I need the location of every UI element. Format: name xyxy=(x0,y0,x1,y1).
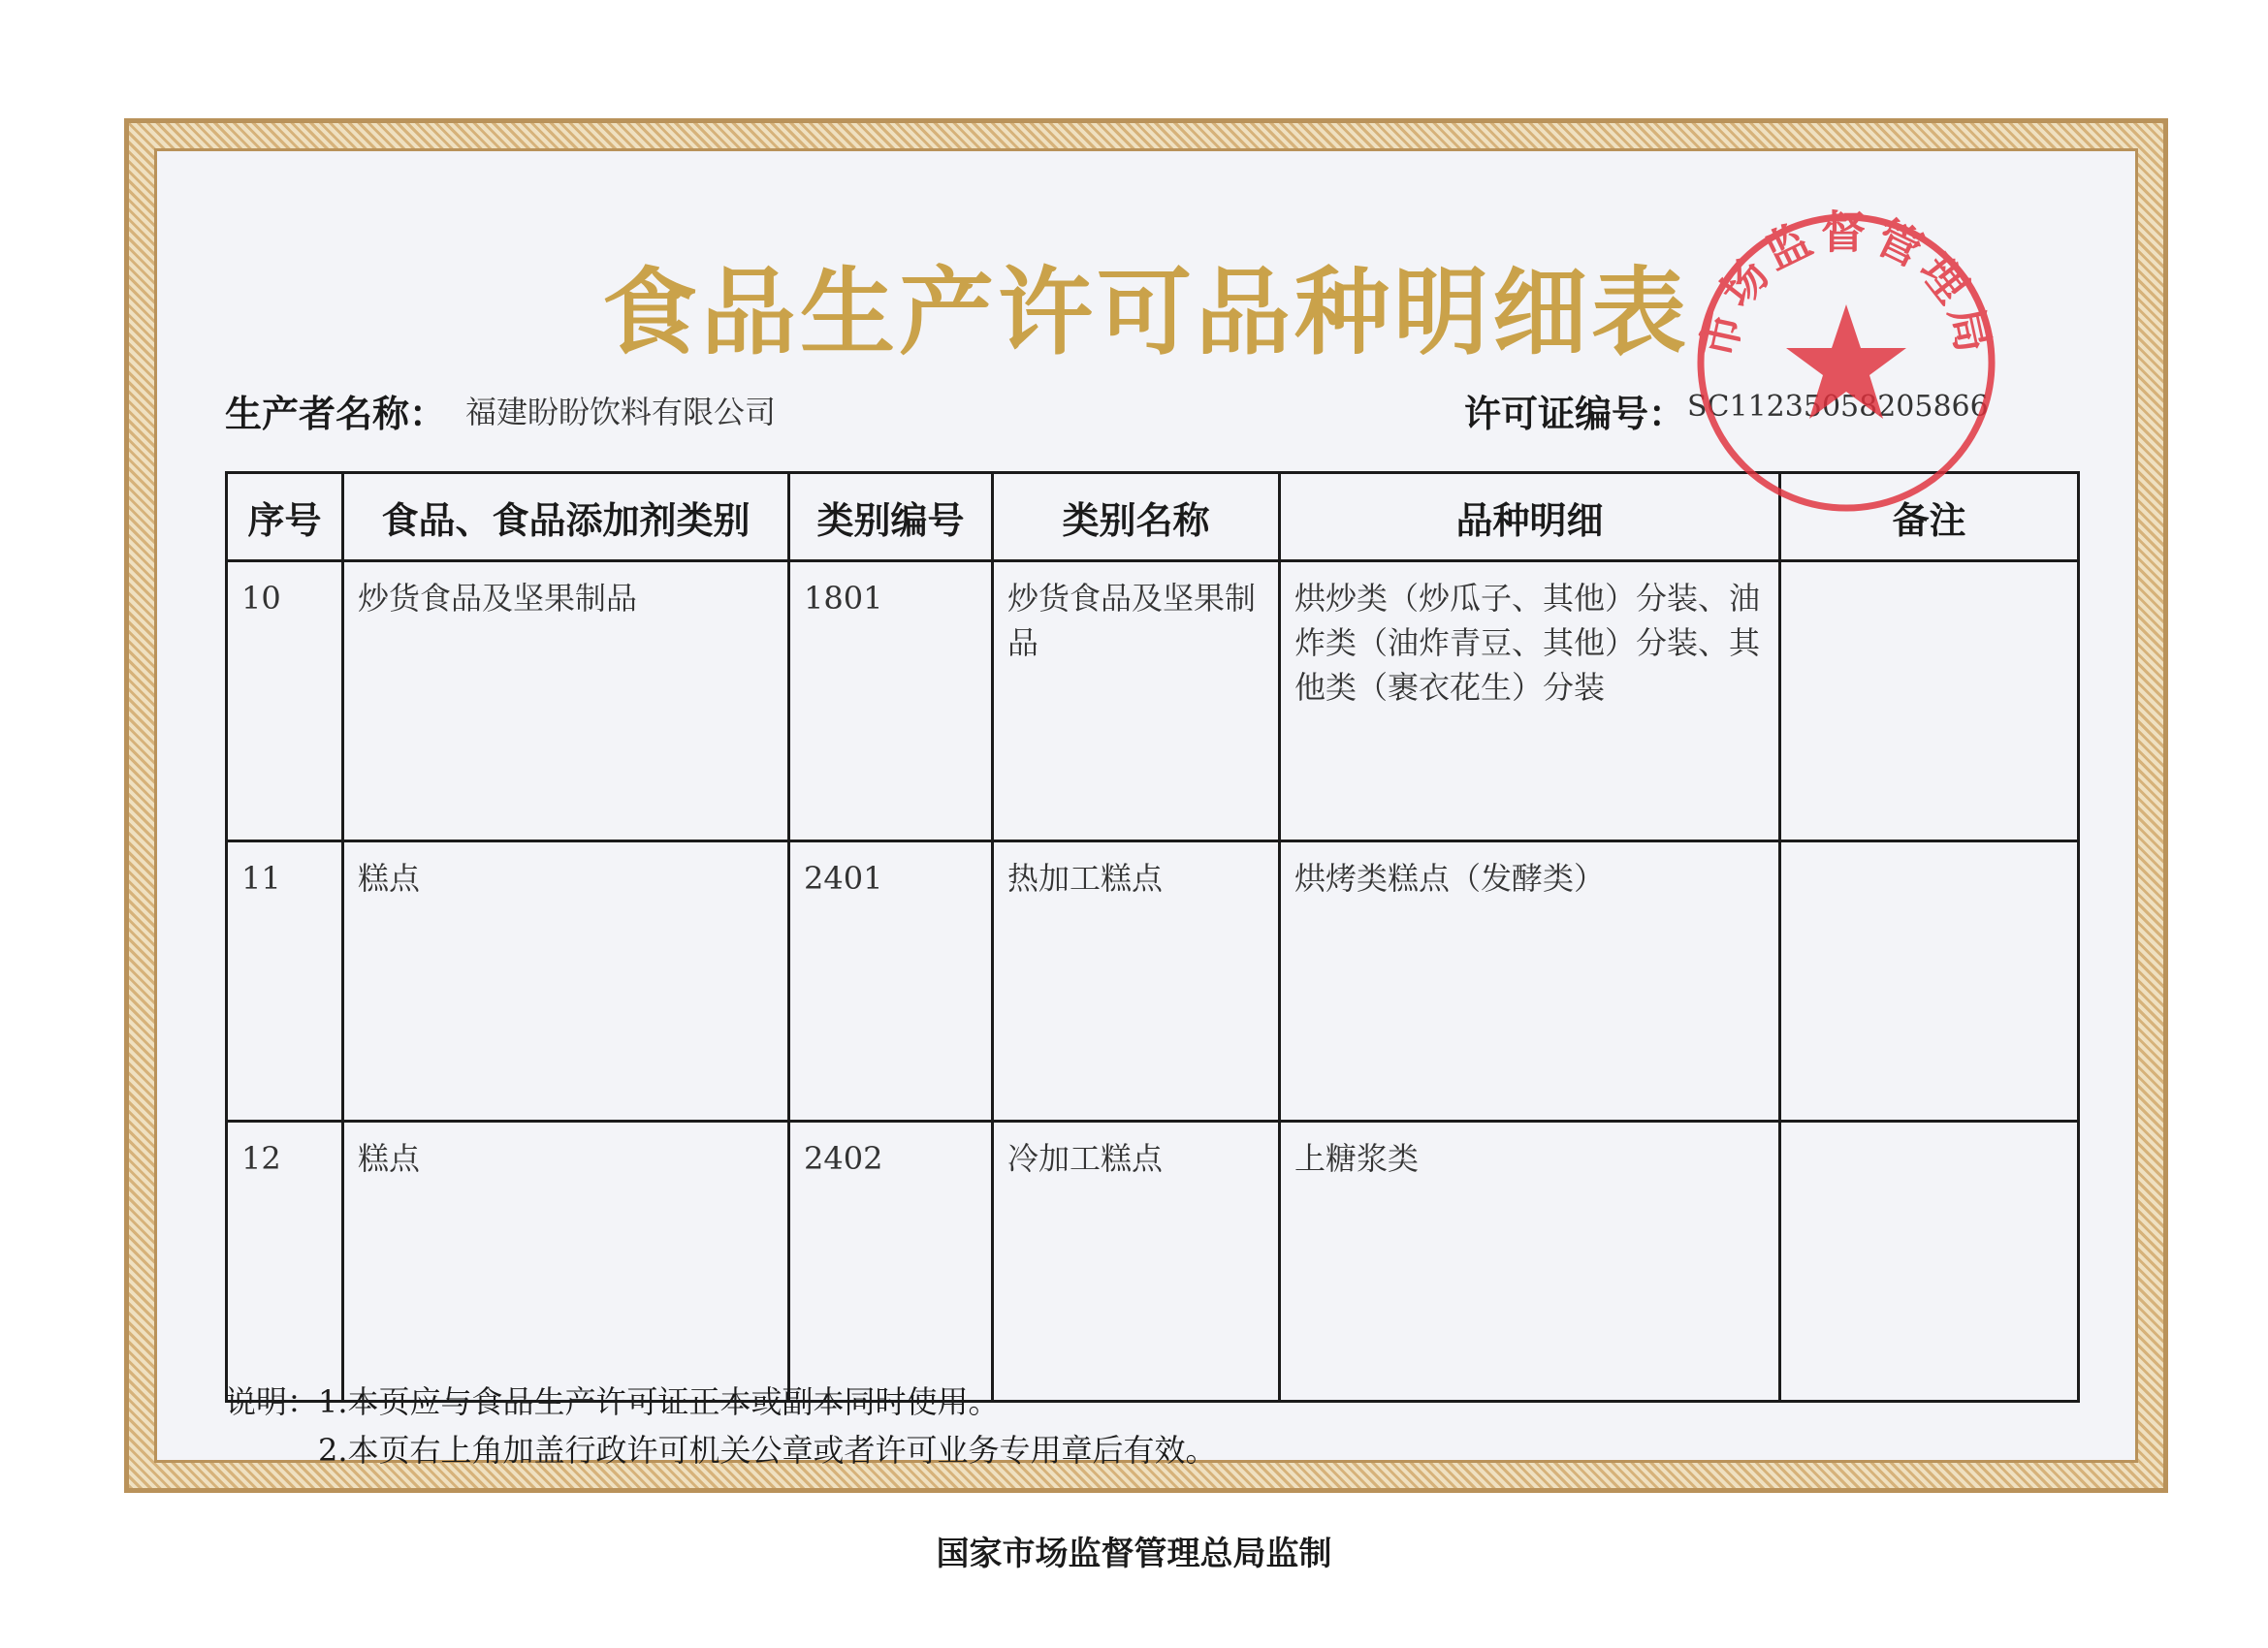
cell-seq: 10 xyxy=(227,561,343,841)
cell-remarks xyxy=(1780,561,2079,841)
producer-name: 福建盼盼饮料有限公司 xyxy=(465,394,777,430)
table-row xyxy=(227,841,2079,1122)
document-title: 食品生产许可品种明细表 xyxy=(601,257,1690,368)
cell-category-name: 冷加工糕点 xyxy=(993,1122,1280,1402)
cell-category: 糕点 xyxy=(343,1122,789,1402)
cell-seq: 11 xyxy=(227,841,343,1122)
header-category-name: 类别名称 xyxy=(993,473,1280,561)
cell-remarks xyxy=(1780,841,2079,1122)
note-line: 说明：1.本页应与食品生产许可证正本或副本同时使用。 xyxy=(225,1383,1000,1420)
cell-remarks xyxy=(1780,1122,2079,1402)
cell-category-name: 炒货食品及坚果制品 xyxy=(993,561,1280,841)
cell-category-code: 2402 xyxy=(789,1122,993,1402)
star-icon xyxy=(1786,304,1906,419)
cell-category: 糕点 xyxy=(343,841,789,1122)
header-category: 食品、食品添加剂类别 xyxy=(343,473,789,561)
cell-category-code: 1801 xyxy=(789,561,993,841)
header-seq: 序号 xyxy=(227,473,343,561)
table-row xyxy=(227,561,2079,841)
cell-category-name: 热加工糕点 xyxy=(993,841,1280,1122)
producer-label: 生产者名称： xyxy=(225,392,447,435)
cell-variety-detail: 烘烤类糕点（发酵类） xyxy=(1280,841,1780,1122)
certificate-body xyxy=(154,148,2138,1469)
header-variety-detail: 品种明细 xyxy=(1280,473,1780,561)
certificate-border xyxy=(124,118,2168,1493)
official-seal-stamp xyxy=(1681,198,2011,527)
seal-text: 市场监督管理局 xyxy=(1691,206,2001,363)
note-line: 2.本页右上角加盖行政许可机关公章或者许可业务专用章后有效。 xyxy=(318,1432,1217,1469)
cell-category-code: 2401 xyxy=(789,841,993,1122)
cell-seq: 12 xyxy=(227,1122,343,1402)
cell-variety-detail: 上糖浆类 xyxy=(1280,1122,1780,1402)
header-remarks: 备注 xyxy=(1780,473,2079,561)
usage-notes xyxy=(225,1378,1217,1474)
cell-category: 炒货食品及坚果制品 xyxy=(343,561,789,841)
variety-detail-table xyxy=(225,471,2080,1403)
license-label: 许可证编号： xyxy=(1464,392,1686,435)
cell-variety-detail: 烘炒类（炒瓜子、其他）分装、油炸类（油炸青豆、其他）分装、其他类（裹衣花生）分装 xyxy=(1280,561,1780,841)
header-category-code: 类别编号 xyxy=(789,473,993,561)
footer-issuer: 国家市场监督管理总局监制 xyxy=(936,1535,1332,1573)
table-row xyxy=(227,1122,2079,1402)
license-number: SC11235058205866 xyxy=(1687,390,1989,424)
